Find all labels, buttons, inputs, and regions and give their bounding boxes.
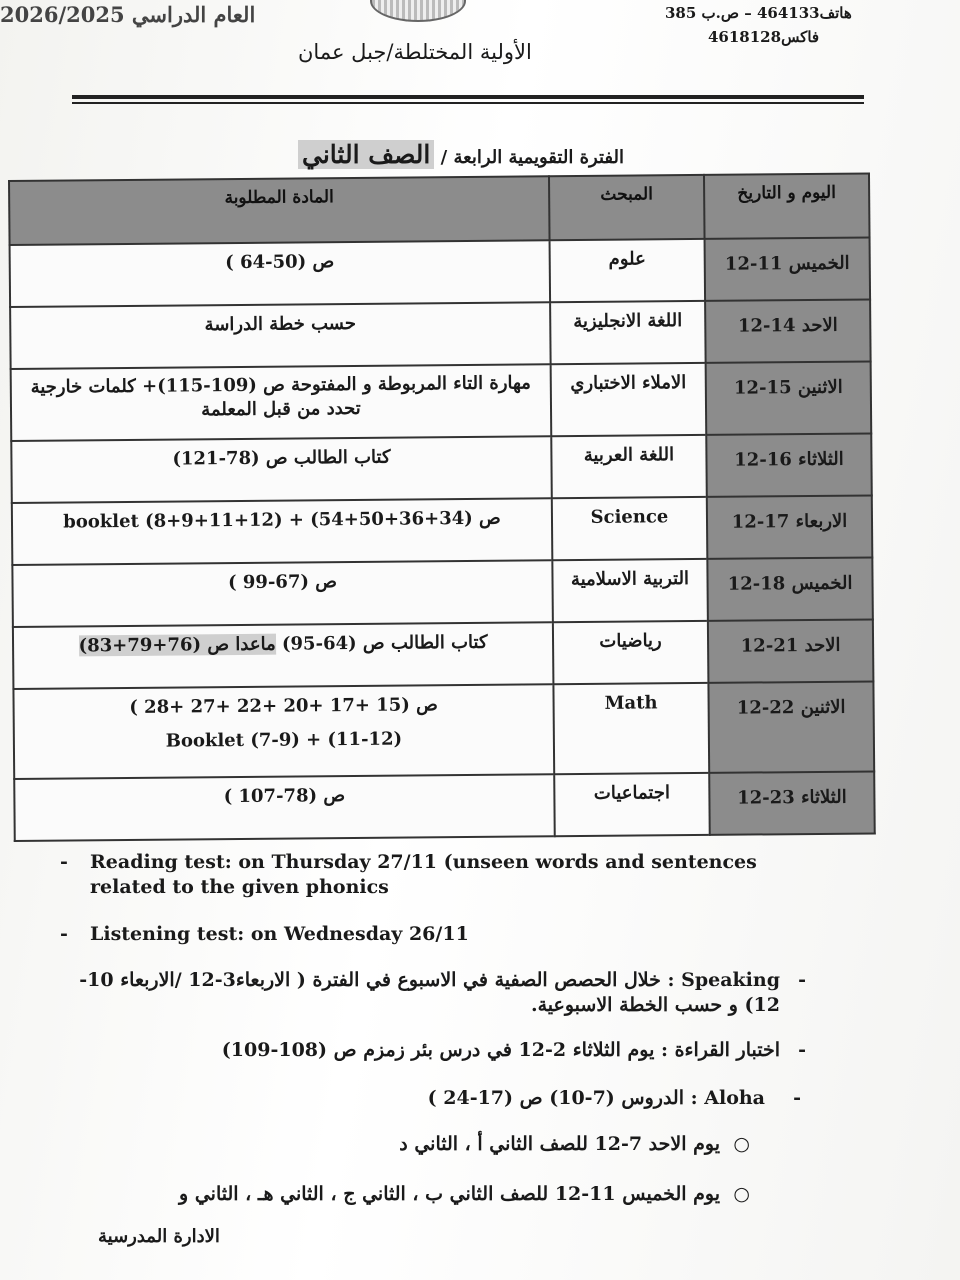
header-divider xyxy=(72,95,864,99)
row-material: حسب خطة الدراسة xyxy=(10,302,551,369)
header-material: المادة المطلوبة xyxy=(9,176,550,245)
note-speaking-text: Speaking : خلال الحصص الصفية في الاسبوع في الفترة ( الاربعاء3-12 /الاربعاء 10-12) و حسب الخطة الاسبوعية. xyxy=(79,969,780,1016)
row-day: الاربعاء 17-12 xyxy=(707,495,873,558)
row-subject: اجتماعيات xyxy=(554,773,710,836)
grade-title: الصف الثاني xyxy=(298,140,434,169)
note-listening-test-text: Listening test: on Wednesday 26/11 xyxy=(90,923,469,945)
table-row xyxy=(11,361,872,441)
note-arabic-reading: - اختبار القراءة : يوم الثلاثاء 2-12 في درس بئر زمزم ص (108-109) xyxy=(221,1039,806,1061)
row-subject: Science xyxy=(552,497,708,560)
table-row xyxy=(13,619,874,689)
note-arabic-reading-text: اختبار القراءة : يوم الثلاثاء 2-12 في درس بئر زمزم ص (108-109) xyxy=(221,1039,780,1061)
row-subject: رياضيات xyxy=(553,621,709,684)
row-day: الثلاثاء 23-12 xyxy=(709,771,875,834)
row-material-highlight: ماعدا ص (76+79+83) xyxy=(78,633,276,657)
row-material: ص (67-99 ) xyxy=(12,560,553,627)
row-subject: التربية الاسلامية xyxy=(552,559,708,622)
row-day: الخميس 18-12 xyxy=(707,557,873,620)
row-material-line2: Booklet (7-9) + (11-12) xyxy=(165,728,403,752)
row-material: مهارة التاء المربوطة و المفتوحة ص (109-115)+ كلمات خارجية تحدد من قبل المعلمة xyxy=(11,364,552,441)
table-row xyxy=(11,433,872,503)
note-aloha-text: Aloha : الدروس (7-10) ص (17-24 ) xyxy=(427,1087,765,1109)
row-day: الاحد 14-12 xyxy=(705,299,871,362)
row-day: الاثنين 22-12 xyxy=(708,681,874,772)
row-day: الاحد 21-12 xyxy=(708,619,874,682)
row-day: الخميس 11-12 xyxy=(705,237,871,300)
row-day: الثلاثاء 16-12 xyxy=(706,433,872,496)
note-aloha: - Aloha : الدروس (7-10) ص (17-24 ) xyxy=(427,1087,801,1109)
school-administration-signature: الادارة المدرسية xyxy=(98,1226,220,1247)
row-material: ص (78-107 ) xyxy=(14,774,555,841)
row-subject: اللغة الانجليزية xyxy=(550,301,706,364)
phone-number: هاتف464133 – ص.ب 385 xyxy=(665,4,852,22)
row-material: ص (50-64 ) xyxy=(10,240,551,307)
note-reading-test-text: Reading test: on Thursday 27/11 (unseen words and sentences related to the given phonics xyxy=(90,851,757,898)
page-heading xyxy=(298,140,624,169)
header-subject: المبحث xyxy=(549,175,705,240)
fax-number: فاكس4618128 xyxy=(708,28,820,46)
period-title: الفترة التقويمية الرابعة / xyxy=(440,147,624,168)
exam-schedule-table xyxy=(8,172,876,841)
school-seal-logo xyxy=(370,0,466,22)
note-listening-test: - Listening test: on Wednesday 26/11 xyxy=(60,923,469,945)
row-material: ص (34+36+50+54) + booklet (8+9+11+12) xyxy=(12,498,553,565)
table-row xyxy=(10,299,871,369)
row-subject: الاملاء الاختباري xyxy=(551,363,707,436)
row-material xyxy=(13,684,554,779)
row-material xyxy=(13,622,554,689)
row-day: الاثنين 15-12 xyxy=(706,361,872,434)
row-subject: اللغة العربية xyxy=(551,435,707,498)
note-aloha-sub2-text: يوم الخميس 11-12 للصف الثاني ب ، الثاني ج ، الثاني هـ ، الثاني و xyxy=(179,1183,720,1205)
school-year: العام الدراسي 2026/2025 xyxy=(0,2,256,27)
row-material-main: كتاب الطالب ص (64-95) xyxy=(281,631,488,655)
note-speaking: - Speaking : خلال الحصص الصفية في الاسبوع في الفترة ( الاربعاء3-12 /الاربعاء 10-12) و حسب الخطة الاسبوعية. xyxy=(79,969,806,1016)
row-material: كتاب الطالب ص (78-121) xyxy=(11,436,552,503)
row-subject: علوم xyxy=(550,239,706,302)
table-row xyxy=(10,237,871,307)
table-row xyxy=(12,557,873,627)
note-aloha-sub1-text: يوم الاحد 7-12 للصف الثاني أ ، الثاني د xyxy=(399,1133,720,1155)
note-reading-test: - Reading test: on Thursday 27/11 (unseen words and sentences related to the given phonics xyxy=(60,851,757,898)
header-day: اليوم و التاريخ xyxy=(704,173,870,238)
table-header-row xyxy=(9,173,870,245)
table-row xyxy=(13,681,874,779)
note-aloha-sub1: ○ يوم الاحد 7-12 للصف الثاني أ ، الثاني د xyxy=(399,1133,750,1155)
note-aloha-sub2: ○ يوم الخميس 11-12 للصف الثاني ب ، الثاني ج ، الثاني هـ ، الثاني و xyxy=(179,1183,750,1205)
row-subject: Math xyxy=(553,683,709,774)
row-material-line1: ص (15 +17 +20 +22 +27 +28 ) xyxy=(129,694,438,718)
table-row xyxy=(14,771,875,841)
table-row xyxy=(12,495,873,565)
school-name: الأولية المختلطة/جبل عمان xyxy=(298,40,532,64)
header-divider-thin xyxy=(72,102,864,104)
